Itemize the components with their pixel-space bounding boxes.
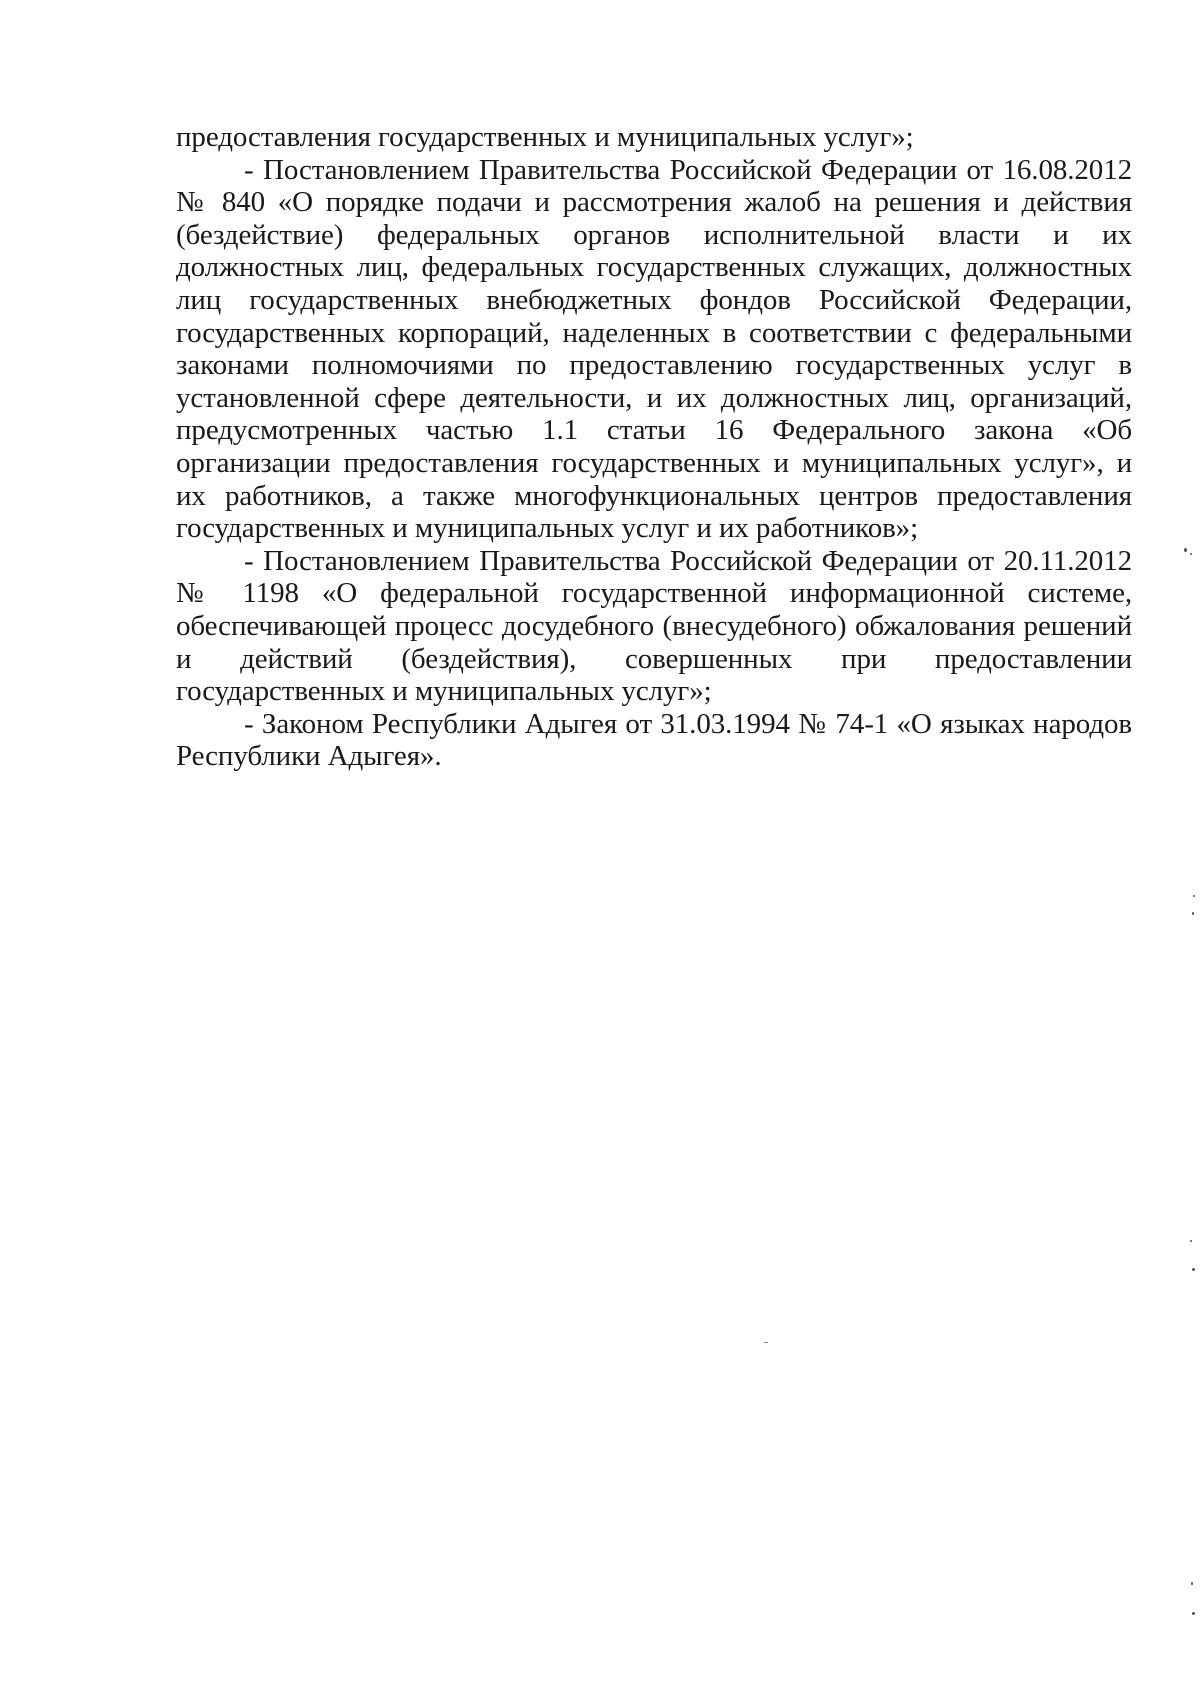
scan-speck <box>1190 1240 1192 1242</box>
scan-speck <box>1190 553 1192 555</box>
paragraph-decree-1198: - Постановлением Правительства Российской Федерации от 20.11.2012 № 1198 «О федеральной государственной информационной системе, обеспечивающей процесс досудебного (внесудебного) обжалования решений и действий (бездействия), совершенных при предоставлении государственных и муниципальных услуг»; <box>176 544 1132 708</box>
scan-speck <box>1191 1582 1193 1585</box>
scan-speck <box>1184 548 1187 552</box>
scan-speck <box>1192 1612 1195 1615</box>
scan-mark <box>764 1342 768 1343</box>
document-body <box>176 121 1132 773</box>
scan-speck <box>1192 912 1194 915</box>
paragraph-continuation: предоставления государственных и муниципальных услуг»; <box>176 121 914 153</box>
paragraph-decree-840: - Постановлением Правительства Российской Федерации от 16.08.2012 № 840 «О порядке подачи и рассмотрения жалоб на решения и действия (бездействие) федеральных органов исполнительной власти и их должностных лиц, федеральных государственных служащих, должностных лиц государственных внебюджетных фондов Российской Федерации, государственных корпораций, наделенных в соответствии с федеральными законами полномочиями по предоставлению государственных услуг в установленной сфере деятельности, и их должностных лиц, организаций, предусмотренных частью 1.1 статьи 16 Федерального закона «Об организации предоставления государственных и муниципальных услуг», и их работников, а также многофункциональных центров предоставления государственных и муниципальных услуг и их работников»; <box>176 153 1132 545</box>
scan-speck <box>1193 895 1195 897</box>
scan-speck <box>1192 1268 1195 1271</box>
paragraph-law-languages: - Законом Республики Адыгея от 31.03.1994 № 74-1 «О языках народов Республики Адыгея». <box>176 707 1132 773</box>
